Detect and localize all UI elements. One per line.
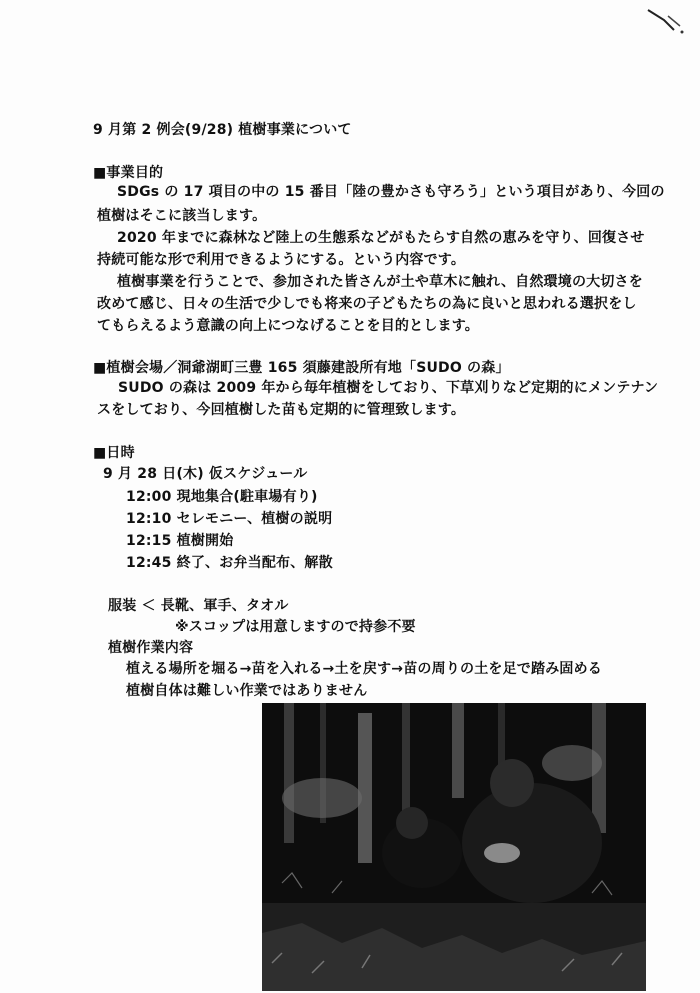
purpose-line: 植樹事業を行うことで、参加された皆さんが土や草木に触れ、自然環境の大切さを bbox=[117, 274, 643, 290]
schedule-item: 12:45 終了、お弁当配布、解散 bbox=[126, 555, 333, 571]
schedule-item: 12:10 セレモニー、植樹の説明 bbox=[126, 511, 333, 527]
work-heading: 植樹作業内容 bbox=[108, 640, 194, 656]
purpose-line: 改めて感じ、日々の生活で少しでも将来の子どもたちの為に良いと思われる選択をし bbox=[97, 296, 637, 312]
section-heading-schedule: ■日時 bbox=[93, 445, 135, 461]
venue-line: スをしており、今回植樹した苗も定期的に管理致します。 bbox=[97, 402, 466, 418]
purpose-line: 2020 年までに森林など陸上の生態系などがもたらす自然の恵みを守り、回復させ bbox=[117, 230, 645, 246]
schedule-item: 12:15 植樹開始 bbox=[126, 533, 234, 549]
purpose-line: てもらえるよう意識の向上につなげることを目的とします。 bbox=[97, 318, 479, 334]
tree-planting-photo bbox=[262, 703, 646, 991]
venue-line: SUDO の森は 2009 年から毎年植樹をしており、下草刈りなど定期的にメンテナン bbox=[118, 380, 659, 396]
clothing-note: ※スコップは用意しますので持参不要 bbox=[175, 619, 416, 635]
clothing-line: 服装 ＜ 長靴、軍手、タオル bbox=[108, 598, 289, 614]
page-title: 9 月第 2 例会(9/28) 植樹事業について bbox=[93, 122, 352, 138]
section-heading-purpose: ■事業目的 bbox=[93, 165, 164, 181]
work-line: 植える場所を堀る→苗を入れる→土を戻す→苗の周りの土を足で踏み固める bbox=[126, 661, 602, 677]
schedule-date: 9 月 28 日(木) 仮スケジュール bbox=[103, 466, 308, 482]
purpose-line: SDGs の 17 項目の中の 15 番目「陸の豊かさも守ろう」という項目があり、今回の bbox=[117, 184, 665, 200]
purpose-line: 植樹はそこに該当します。 bbox=[97, 208, 267, 224]
schedule-item: 12:00 現地集合(駐車場有り) bbox=[126, 489, 318, 505]
section-heading-venue: ■植樹会場／洞爺湖町三豊 165 須藤建設所有地「SUDO の森」 bbox=[93, 360, 510, 376]
scan-mark-icon bbox=[646, 6, 686, 36]
work-line: 植樹自体は難しい作業ではありません bbox=[126, 683, 368, 699]
purpose-line: 持続可能な形で利用できるようにする。という内容です。 bbox=[97, 252, 466, 268]
